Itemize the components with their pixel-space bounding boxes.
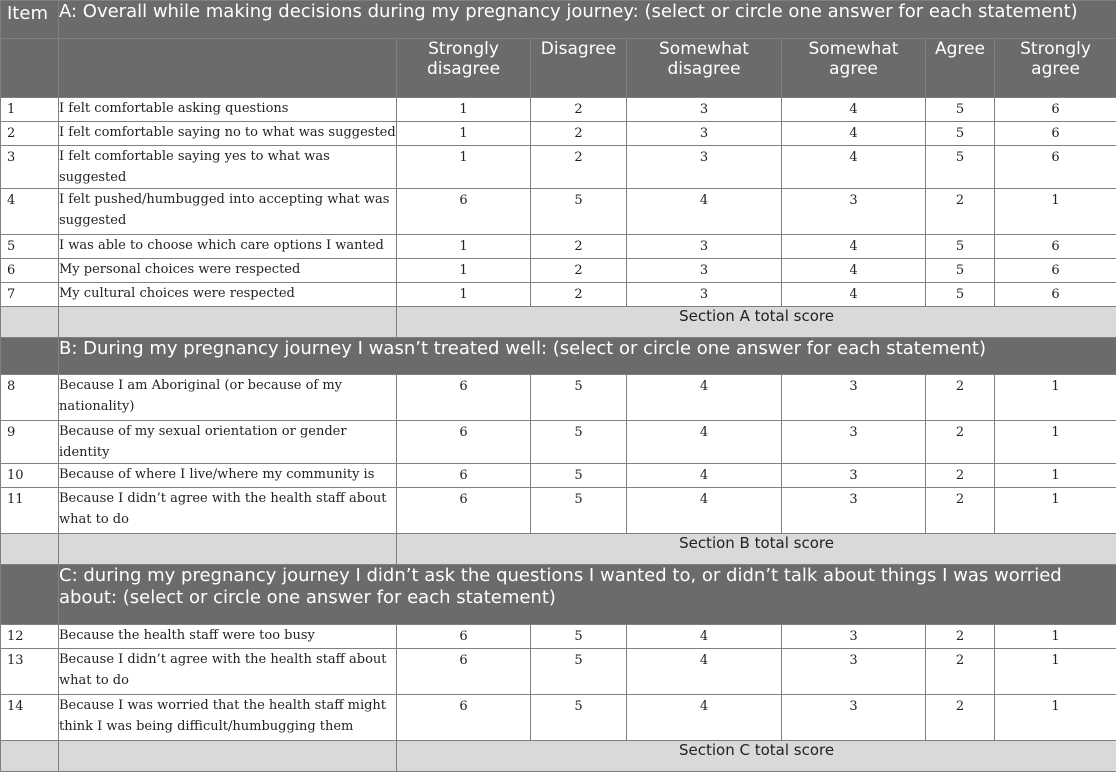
section-b-header-row bbox=[1, 338, 1116, 375]
score-option[interactable]: 1 bbox=[397, 283, 531, 307]
score-option[interactable]: 6 bbox=[397, 189, 531, 235]
score-option[interactable]: 6 bbox=[397, 649, 531, 695]
statement-text: I felt comfortable asking questions bbox=[59, 98, 397, 122]
column-header-somewhat-disagree: Somewhat disagree bbox=[627, 39, 782, 98]
score-option[interactable]: 2 bbox=[926, 625, 995, 649]
score-option[interactable]: 6 bbox=[397, 695, 531, 741]
score-option[interactable]: 5 bbox=[926, 283, 995, 307]
table-row bbox=[1, 283, 1116, 307]
table-row bbox=[1, 122, 1116, 146]
score-option[interactable]: 1 bbox=[995, 189, 1116, 235]
score-option[interactable]: 2 bbox=[531, 122, 627, 146]
score-option[interactable]: 3 bbox=[782, 625, 926, 649]
score-option[interactable]: 1 bbox=[995, 375, 1116, 421]
statement-text: I was able to choose which care options I wanted bbox=[59, 235, 397, 259]
item-column-header: Item bbox=[1, 1, 59, 39]
statement-text: My cultural choices were respected bbox=[59, 283, 397, 307]
score-option[interactable]: 6 bbox=[995, 259, 1116, 283]
item-number: 10 bbox=[1, 464, 59, 488]
score-option[interactable]: 4 bbox=[627, 464, 782, 488]
score-option[interactable]: 4 bbox=[782, 259, 926, 283]
score-option[interactable]: 5 bbox=[926, 122, 995, 146]
score-option[interactable]: 5 bbox=[531, 488, 627, 534]
column-header-strongly-disagree: Strongly disagree bbox=[397, 39, 531, 98]
section-total-score[interactable]: Section B total score bbox=[397, 534, 1116, 565]
table-row bbox=[1, 695, 1116, 741]
item-number: 5 bbox=[1, 235, 59, 259]
score-option[interactable]: 3 bbox=[627, 146, 782, 189]
table-row bbox=[1, 421, 1116, 464]
score-option[interactable]: 3 bbox=[627, 283, 782, 307]
score-option[interactable]: 5 bbox=[531, 625, 627, 649]
total-blank-cell bbox=[1, 307, 59, 338]
header-blank-cell bbox=[59, 39, 397, 98]
section-b-total-row bbox=[1, 534, 1116, 565]
score-option[interactable]: 2 bbox=[926, 375, 995, 421]
score-option[interactable]: 4 bbox=[782, 283, 926, 307]
item-number: 7 bbox=[1, 283, 59, 307]
score-option[interactable]: 4 bbox=[627, 189, 782, 235]
score-option[interactable]: 5 bbox=[531, 421, 627, 464]
item-number: 6 bbox=[1, 259, 59, 283]
section-a-header-row bbox=[1, 1, 1116, 39]
score-option[interactable]: 2 bbox=[926, 488, 995, 534]
score-option[interactable]: 3 bbox=[627, 259, 782, 283]
total-blank-cell bbox=[59, 307, 397, 338]
score-option[interactable]: 3 bbox=[627, 235, 782, 259]
score-option[interactable]: 2 bbox=[531, 283, 627, 307]
section-header-blank-cell bbox=[1, 338, 59, 375]
score-option[interactable]: 5 bbox=[926, 259, 995, 283]
statement-text: Because I was worried that the health staff might think I was being difficult/humbugging them bbox=[59, 695, 397, 741]
score-option[interactable]: 3 bbox=[782, 189, 926, 235]
score-option[interactable]: 3 bbox=[782, 649, 926, 695]
score-option[interactable]: 1 bbox=[995, 695, 1116, 741]
statement-text: Because of where I live/where my community is bbox=[59, 464, 397, 488]
score-option[interactable]: 6 bbox=[995, 146, 1116, 189]
score-option[interactable]: 2 bbox=[531, 146, 627, 189]
score-option[interactable]: 2 bbox=[926, 649, 995, 695]
table-row bbox=[1, 464, 1116, 488]
score-option[interactable]: 6 bbox=[397, 421, 531, 464]
score-option[interactable]: 3 bbox=[782, 464, 926, 488]
score-option[interactable]: 6 bbox=[995, 122, 1116, 146]
score-option[interactable]: 6 bbox=[995, 283, 1116, 307]
table-row bbox=[1, 146, 1116, 189]
score-option[interactable]: 6 bbox=[397, 464, 531, 488]
item-number: 1 bbox=[1, 98, 59, 122]
score-option[interactable]: 6 bbox=[995, 98, 1116, 122]
column-header-strongly-agree: Strongly agree bbox=[995, 39, 1116, 98]
score-option[interactable]: 2 bbox=[926, 421, 995, 464]
section-title: C: during my pregnancy journey I didn’t ask the questions I wanted to, or didn’t talk about things I was worried about: (select or circle one answer for each statement) bbox=[59, 565, 1116, 625]
statement-text: Because I didn’t agree with the health staff about what to do bbox=[59, 649, 397, 695]
score-option[interactable]: 3 bbox=[782, 421, 926, 464]
score-option[interactable]: 1 bbox=[397, 146, 531, 189]
score-option[interactable]: 1 bbox=[995, 464, 1116, 488]
score-option[interactable]: 1 bbox=[995, 488, 1116, 534]
score-option[interactable]: 5 bbox=[531, 375, 627, 421]
item-number: 4 bbox=[1, 189, 59, 235]
score-option[interactable]: 1 bbox=[995, 625, 1116, 649]
item-number: 12 bbox=[1, 625, 59, 649]
table-row bbox=[1, 259, 1116, 283]
total-blank-cell bbox=[1, 741, 59, 772]
section-total-score[interactable]: Section C total score bbox=[397, 741, 1116, 772]
score-option[interactable]: 4 bbox=[782, 98, 926, 122]
section-a-total-row bbox=[1, 307, 1116, 338]
score-option[interactable]: 4 bbox=[782, 146, 926, 189]
total-blank-cell bbox=[59, 534, 397, 565]
score-option[interactable]: 4 bbox=[627, 488, 782, 534]
score-option[interactable]: 5 bbox=[531, 695, 627, 741]
item-number: 3 bbox=[1, 146, 59, 189]
statement-text: My personal choices were respected bbox=[59, 259, 397, 283]
score-option[interactable]: 3 bbox=[782, 488, 926, 534]
statement-text: I felt comfortable saying yes to what was suggested bbox=[59, 146, 397, 189]
section-c-header-row bbox=[1, 565, 1116, 625]
score-option[interactable]: 5 bbox=[531, 464, 627, 488]
score-option[interactable]: 3 bbox=[782, 695, 926, 741]
score-option[interactable]: 6 bbox=[397, 488, 531, 534]
score-option[interactable]: 5 bbox=[531, 189, 627, 235]
statement-text: Because I am Aboriginal (or because of my nationality) bbox=[59, 375, 397, 421]
score-option[interactable]: 6 bbox=[397, 375, 531, 421]
score-option[interactable]: 2 bbox=[926, 464, 995, 488]
score-option[interactable]: 1 bbox=[397, 122, 531, 146]
score-option[interactable]: 2 bbox=[926, 695, 995, 741]
column-header-disagree: Disagree bbox=[531, 39, 627, 98]
score-option[interactable]: 2 bbox=[531, 235, 627, 259]
statement-text: Because the health staff were too busy bbox=[59, 625, 397, 649]
item-number: 9 bbox=[1, 421, 59, 464]
score-option[interactable]: 4 bbox=[782, 235, 926, 259]
score-option[interactable]: 1 bbox=[397, 259, 531, 283]
section-total-score[interactable]: Section A total score bbox=[397, 307, 1116, 338]
item-number: 11 bbox=[1, 488, 59, 534]
score-option[interactable]: 1 bbox=[397, 98, 531, 122]
score-option[interactable]: 2 bbox=[926, 189, 995, 235]
score-option[interactable]: 3 bbox=[782, 375, 926, 421]
table-row bbox=[1, 488, 1116, 534]
score-option[interactable]: 6 bbox=[995, 235, 1116, 259]
score-option[interactable]: 4 bbox=[782, 122, 926, 146]
score-option[interactable]: 4 bbox=[627, 625, 782, 649]
statement-text: I felt pushed/humbugged into accepting what was suggested bbox=[59, 189, 397, 235]
score-option[interactable]: 4 bbox=[627, 649, 782, 695]
item-number: 8 bbox=[1, 375, 59, 421]
item-number: 2 bbox=[1, 122, 59, 146]
score-option[interactable]: 6 bbox=[397, 625, 531, 649]
table-row bbox=[1, 625, 1116, 649]
score-option[interactable]: 1 bbox=[995, 421, 1116, 464]
statement-text: Because I didn’t agree with the health staff about what to do bbox=[59, 488, 397, 534]
total-blank-cell bbox=[59, 741, 397, 772]
section-title: B: During my pregnancy journey I wasn’t treated well: (select or circle one answer for each statement) bbox=[59, 338, 1116, 375]
score-option[interactable]: 5 bbox=[926, 235, 995, 259]
score-option[interactable]: 2 bbox=[531, 259, 627, 283]
score-option[interactable]: 2 bbox=[531, 98, 627, 122]
table-row bbox=[1, 189, 1116, 235]
section-header-blank-cell bbox=[1, 565, 59, 625]
statement-text: I felt comfortable saying no to what was suggested bbox=[59, 122, 397, 146]
total-blank-cell bbox=[1, 534, 59, 565]
score-option[interactable]: 5 bbox=[926, 146, 995, 189]
item-number: 13 bbox=[1, 649, 59, 695]
score-option[interactable]: 4 bbox=[627, 695, 782, 741]
header-blank-cell bbox=[1, 39, 59, 98]
section-title: A: Overall while making decisions during my pregnancy journey: (select or circle one answer for each statement) bbox=[59, 1, 1116, 39]
score-option[interactable]: 1 bbox=[397, 235, 531, 259]
score-option[interactable]: 4 bbox=[627, 421, 782, 464]
table-row bbox=[1, 375, 1116, 421]
statement-text: Because of my sexual orientation or gender identity bbox=[59, 421, 397, 464]
table-row bbox=[1, 235, 1116, 259]
column-header-somewhat-agree: Somewhat agree bbox=[782, 39, 926, 98]
score-option[interactable]: 4 bbox=[627, 375, 782, 421]
column-header-agree: Agree bbox=[926, 39, 995, 98]
score-option[interactable]: 1 bbox=[995, 649, 1116, 695]
column-header-row bbox=[1, 39, 1116, 98]
score-option[interactable]: 5 bbox=[531, 649, 627, 695]
table-row bbox=[1, 649, 1116, 695]
section-c-total-row bbox=[1, 741, 1116, 772]
score-option[interactable]: 3 bbox=[627, 122, 782, 146]
item-number: 14 bbox=[1, 695, 59, 741]
table-row bbox=[1, 98, 1116, 122]
score-option[interactable]: 3 bbox=[627, 98, 782, 122]
score-option[interactable]: 5 bbox=[926, 98, 995, 122]
